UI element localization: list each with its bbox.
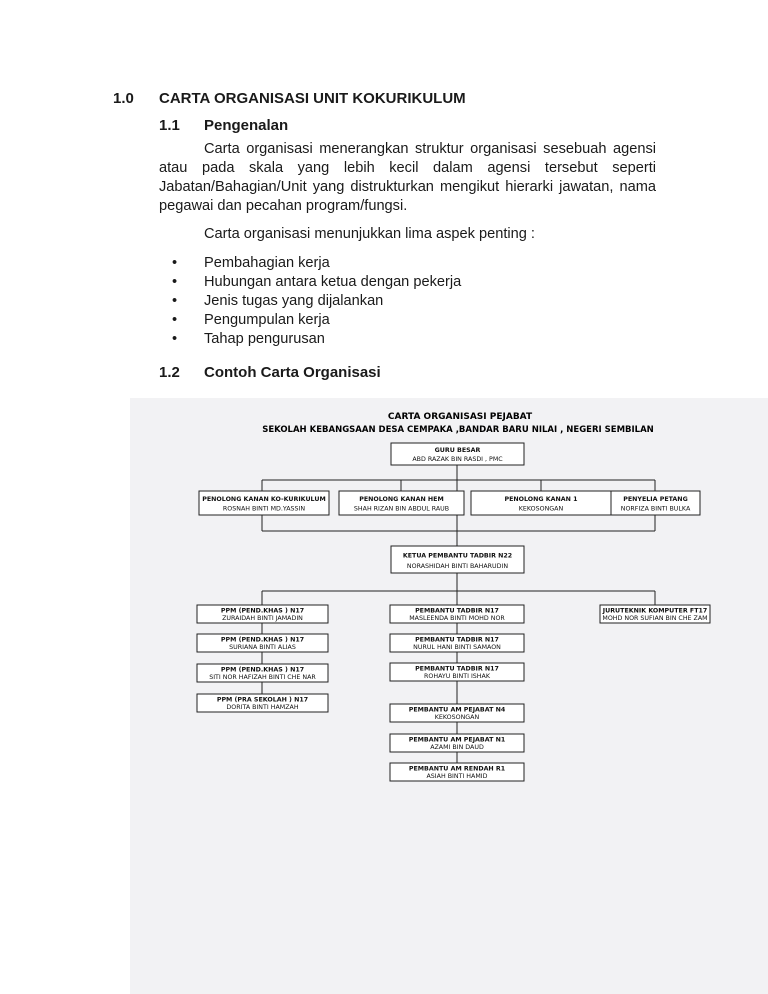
org-name-label: NURUL HANI BINTI SAMAON xyxy=(413,643,501,651)
org-name-label: AZAMI BIN DAUD xyxy=(430,743,484,751)
org-role-label: PEMBANTU TADBIR N17 xyxy=(415,607,499,615)
org-box-deputy xyxy=(611,491,700,515)
org-role-label: PENYELIA PETANG xyxy=(623,496,688,504)
org-role-label: PENOLONG KANAN 1 xyxy=(504,496,578,504)
heading-number: 1.0 xyxy=(113,90,134,107)
org-box-deputy xyxy=(199,491,329,515)
org-box-deputy xyxy=(471,491,611,515)
org-role-label: PPM (PEND.KHAS ) N17 xyxy=(220,636,305,644)
org-box-center xyxy=(390,734,524,752)
org-role-label: PPM (PEND.KHAS ) N17 xyxy=(220,666,305,674)
org-name-label: NORASHIDAH BINTI BAHARUDIN xyxy=(406,563,509,571)
section-1-number: 1.1 xyxy=(159,117,180,134)
org-name-label: MASLEENDA BINTI MOHD NOR xyxy=(409,614,505,622)
org-role-label: PEMBANTU AM PEJABAT N1 xyxy=(408,736,506,744)
org-box-center xyxy=(390,605,524,623)
org-name-label: ROSNAH BINTI MD.YASSIN xyxy=(222,505,306,513)
org-name-label: NORFIZA BINTI BULKA xyxy=(620,505,691,513)
org-chart-title: CARTA ORGANISASI PEJABAT xyxy=(387,412,533,422)
org-box-left xyxy=(197,605,328,623)
org-role-label: GURU BESAR xyxy=(434,447,481,455)
org-role-label: PENOLONG KANAN KO-KURIKULUM xyxy=(202,496,326,504)
bullet-icon: • xyxy=(172,331,178,347)
org-name-label: SURIANA BINTI ALIAS xyxy=(229,643,296,651)
org-role-label: PENOLONG KANAN HEM xyxy=(359,496,444,504)
section-1-title: Pengenalan xyxy=(204,117,289,134)
org-name-label: DORITA BINTI HAMZAH xyxy=(226,703,299,711)
org-name-label: ROHAYU BINTI ISHAK xyxy=(424,672,490,680)
list-item: • Pembahagian kerja xyxy=(172,255,330,271)
org-name-label: ASIAH BINTI HAMID xyxy=(426,772,488,780)
org-box-head xyxy=(391,443,524,465)
org-chart-subtitle: SEKOLAH KEBANGSAAN DESA CEMPAKA ,BANDAR BARU NILAI , NEGERI SEMBILAN xyxy=(262,425,654,435)
bullet-icon: • xyxy=(172,293,178,309)
org-role-label: KETUA PEMBANTU TADBIR N22 xyxy=(402,552,513,560)
section-2-number: 1.2 xyxy=(159,364,180,381)
org-box-left xyxy=(197,634,328,652)
org-role-label: PEMBANTU AM PEJABAT N4 xyxy=(408,706,506,714)
org-box-left xyxy=(197,694,328,712)
org-role-label: PEMBANTU TADBIR N17 xyxy=(415,636,499,644)
bullet-icon: • xyxy=(172,274,178,290)
aspects-intro: Carta organisasi menunjukkan lima aspek penting : xyxy=(204,226,535,242)
org-name-label: SITI NOR HAFIZAH BINTI CHE NAR xyxy=(209,673,316,681)
org-box-center xyxy=(390,663,524,681)
org-box-right xyxy=(600,605,710,623)
org-role-label: PPM (PRA SEKOLAH ) N17 xyxy=(216,696,309,704)
org-name-label: KEKOSONGAN xyxy=(434,713,480,721)
org-box-chief-clerk xyxy=(391,546,524,573)
org-box-center xyxy=(390,763,524,781)
org-role-label: PEMBANTU TADBIR N17 xyxy=(415,665,499,673)
org-name-label: ZURAIDAH BINTI JAMADIN xyxy=(222,614,303,622)
org-box-center xyxy=(390,704,524,722)
org-name-label: SHAH RIZAN BIN ABDUL RAUB xyxy=(353,505,450,513)
bullet-icon: • xyxy=(172,255,178,271)
section-2-title: Contoh Carta Organisasi xyxy=(204,364,381,381)
org-role-label: PPM (PEND.KHAS ) N17 xyxy=(220,607,305,615)
org-box-center xyxy=(390,634,524,652)
org-name-label: MOHD NOR SUFIAN BIN CHE ZAM xyxy=(602,614,708,622)
list-item: • Tahap pengurusan xyxy=(172,331,325,347)
heading-title: CARTA ORGANISASI UNIT KOKURIKULUM xyxy=(159,90,466,107)
org-name-label: KEKOSONGAN xyxy=(518,505,564,513)
paragraph-lead: Carta xyxy=(204,141,240,157)
org-box-left xyxy=(197,664,328,682)
org-chart-boxes xyxy=(197,443,710,781)
org-role-label: JURUTEKNIK KOMPUTER FT17 xyxy=(602,607,708,615)
list-item: • Hubungan antara ketua dengan pekerja xyxy=(172,274,462,290)
org-box-deputy xyxy=(339,491,464,515)
org-role-label: PEMBANTU AM RENDAH R1 xyxy=(408,765,506,773)
org-name-label: ABD RAZAK BIN RASDI , PMC xyxy=(412,456,503,464)
list-item: • Pengumpulan kerja xyxy=(172,312,330,328)
bullet-icon: • xyxy=(172,312,178,328)
list-item: • Jenis tugas yang dijalankan xyxy=(172,293,384,309)
paragraph-body: organisasi menerangkan struktur organisasi sesebuah agensi atau pada skala yang lebih kecil dalam agensi tersebut seperti Jabatan/Bahagian/Unit yang distrukturkan mengikut hierarki jawatan, nama pegawai dan pecahan program/fungsi. xyxy=(159,141,656,214)
